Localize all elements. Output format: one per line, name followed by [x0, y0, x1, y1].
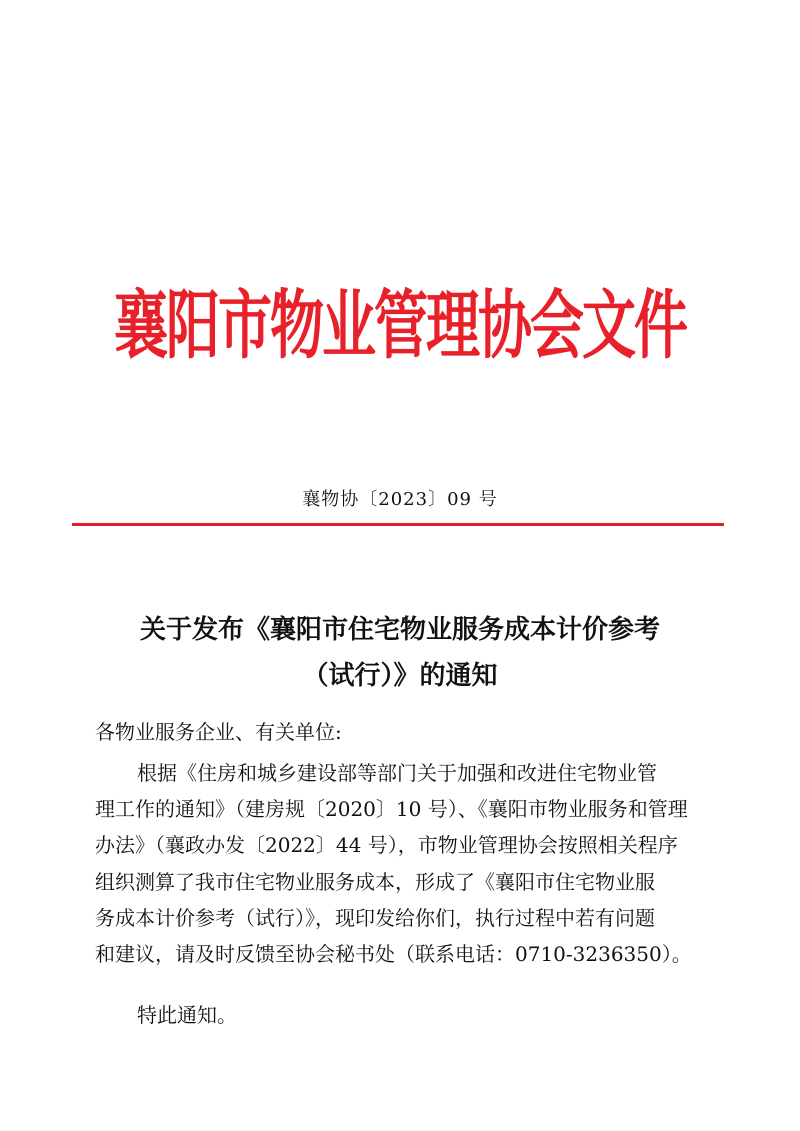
body-line: 办法》（襄政办发〔2022〕44 号），市物业管理协会按照相关程序 — [95, 833, 678, 858]
notice-title-line: （试行）》的通知 — [302, 661, 498, 691]
notice-body — [95, 755, 715, 972]
body-line: 组织测算了我市住宅物业服务成本，形成了《襄阳市住宅物业服 — [95, 869, 655, 894]
notice-title — [90, 607, 710, 699]
body-line: 理工作的通知》（建房规〔2020〕10 号）、《襄阳市物业服务和管理 — [95, 797, 688, 822]
notice-title-line: 关于发布《襄阳市住宅物业服务成本计价参考 — [139, 615, 660, 645]
red-divider-rule — [72, 523, 724, 526]
body-line: 根据《住房和城乡建设部等部门关于加强和改进住宅物业管 — [137, 761, 657, 785]
masthead-title: 襄阳市物业管理协会文件 — [114, 282, 686, 370]
closing-remark: 特此通知。 — [137, 1003, 237, 1027]
body-line: 和建议，请及时反馈至协会秘书处（联系电话：0710-3236350）。 — [95, 942, 692, 967]
document-number: 襄物协〔2023〕09 号 — [302, 489, 498, 510]
body-line: 务成本计价参考（试行）》，现印发给你们，执行过程中若有问题 — [95, 905, 655, 930]
salutation: 各物业服务企业、有关单位: — [95, 720, 342, 744]
